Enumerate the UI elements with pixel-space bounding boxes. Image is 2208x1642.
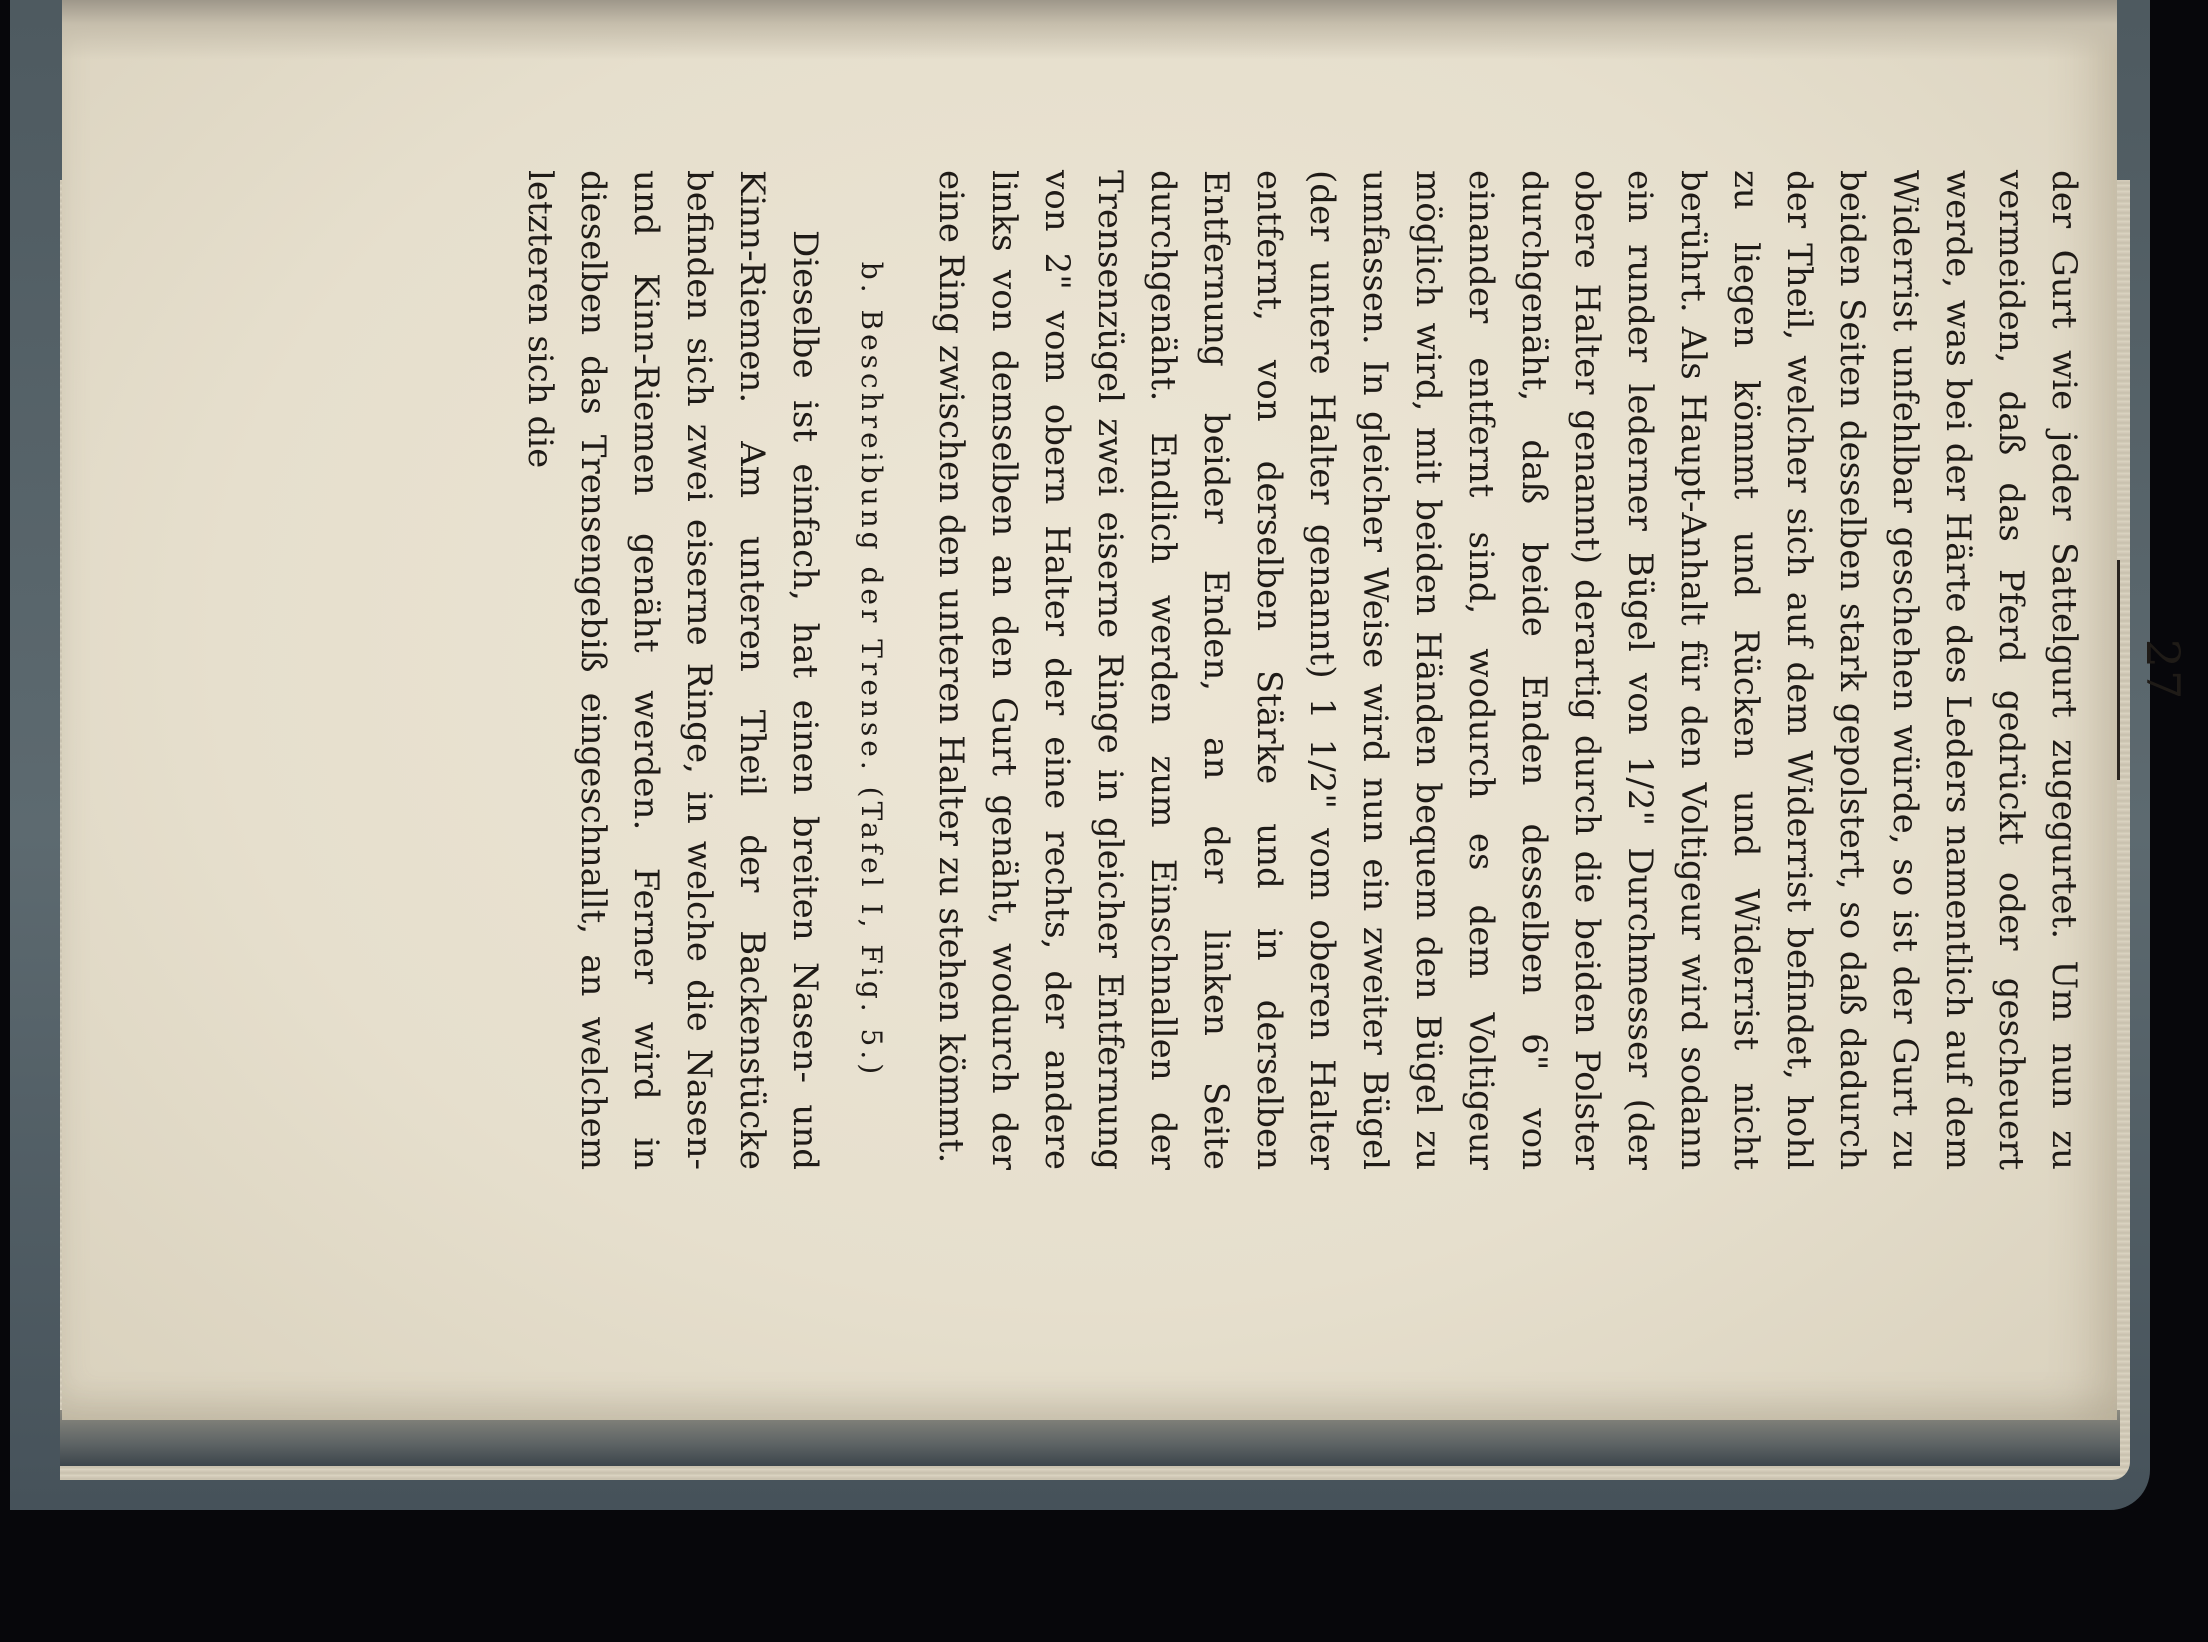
page-content — [520, 130, 2208, 1210]
body-text — [513, 170, 2090, 1170]
book-gutter — [62, 0, 2117, 60]
page-number: 27 — [2136, 638, 2190, 702]
header-rule — [2117, 560, 2120, 780]
section-heading: b. Beschreibung der Trense. (Tafel I, Fig. 5.) — [855, 261, 888, 1079]
paragraph: Dieselbe ist einfach, hat einen breiten Nasen- und Kinn-Riemen. Am unteren Theil der Backenstücke befinden sich zwei eiserne Ringe, in welche die Nasen- und Kinn-Riemen genäht werden. Ferner wird in dieselben das Trensengebiß eingeschnallt, an welchem letzteren sich die — [520, 170, 825, 1170]
paragraph: der Gurt wie jeder Sattelgurt zugegurtet. Um nun zu vermeiden, daß das Pferd gedrückt oder gescheuert werde, was bei der Härte des Leders namentlich auf dem Widerrist unfehlbar geschehen würde, so ist der Gurt zu beiden Seiten desselben stark gepolstert, so daß dadurch der Theil, welcher sich auf dem Widerrist befindet, hohl zu liegen kömmt und Rücken und Widerrist nicht berührt. Als Haupt-Anhalt für den Voltigeur wird sodann ein runder lederner Bügel von 1/2" Durchmesser (der obere Halter genannt) derartig durch die beiden Polster durchgenäht, daß beide Enden desselben 6" von einander entfernt sind, wodurch es dem Voltigeur möglich wird, mit beiden Händen bequem den Bügel zu umfassen. In gleicher Weise wird nun ein zweiter Bügel (der untere Halter genannt) 1 1/2" vom oberen Halter entfernt, von derselben Stärke und in derselben Entfernung beider Enden, an der linken Seite durchgenäht. Endlich werden zum Einschnallen der Trensenzügel zwei eiserne Ringe in gleicher Entfernung von 2" vom obern Halter der eine rechts, der andere links von demselben an den Gurt genäht, wodurch der eine Ring zwischen den unteren Halter zu stehen kömmt. — [931, 170, 2084, 1170]
